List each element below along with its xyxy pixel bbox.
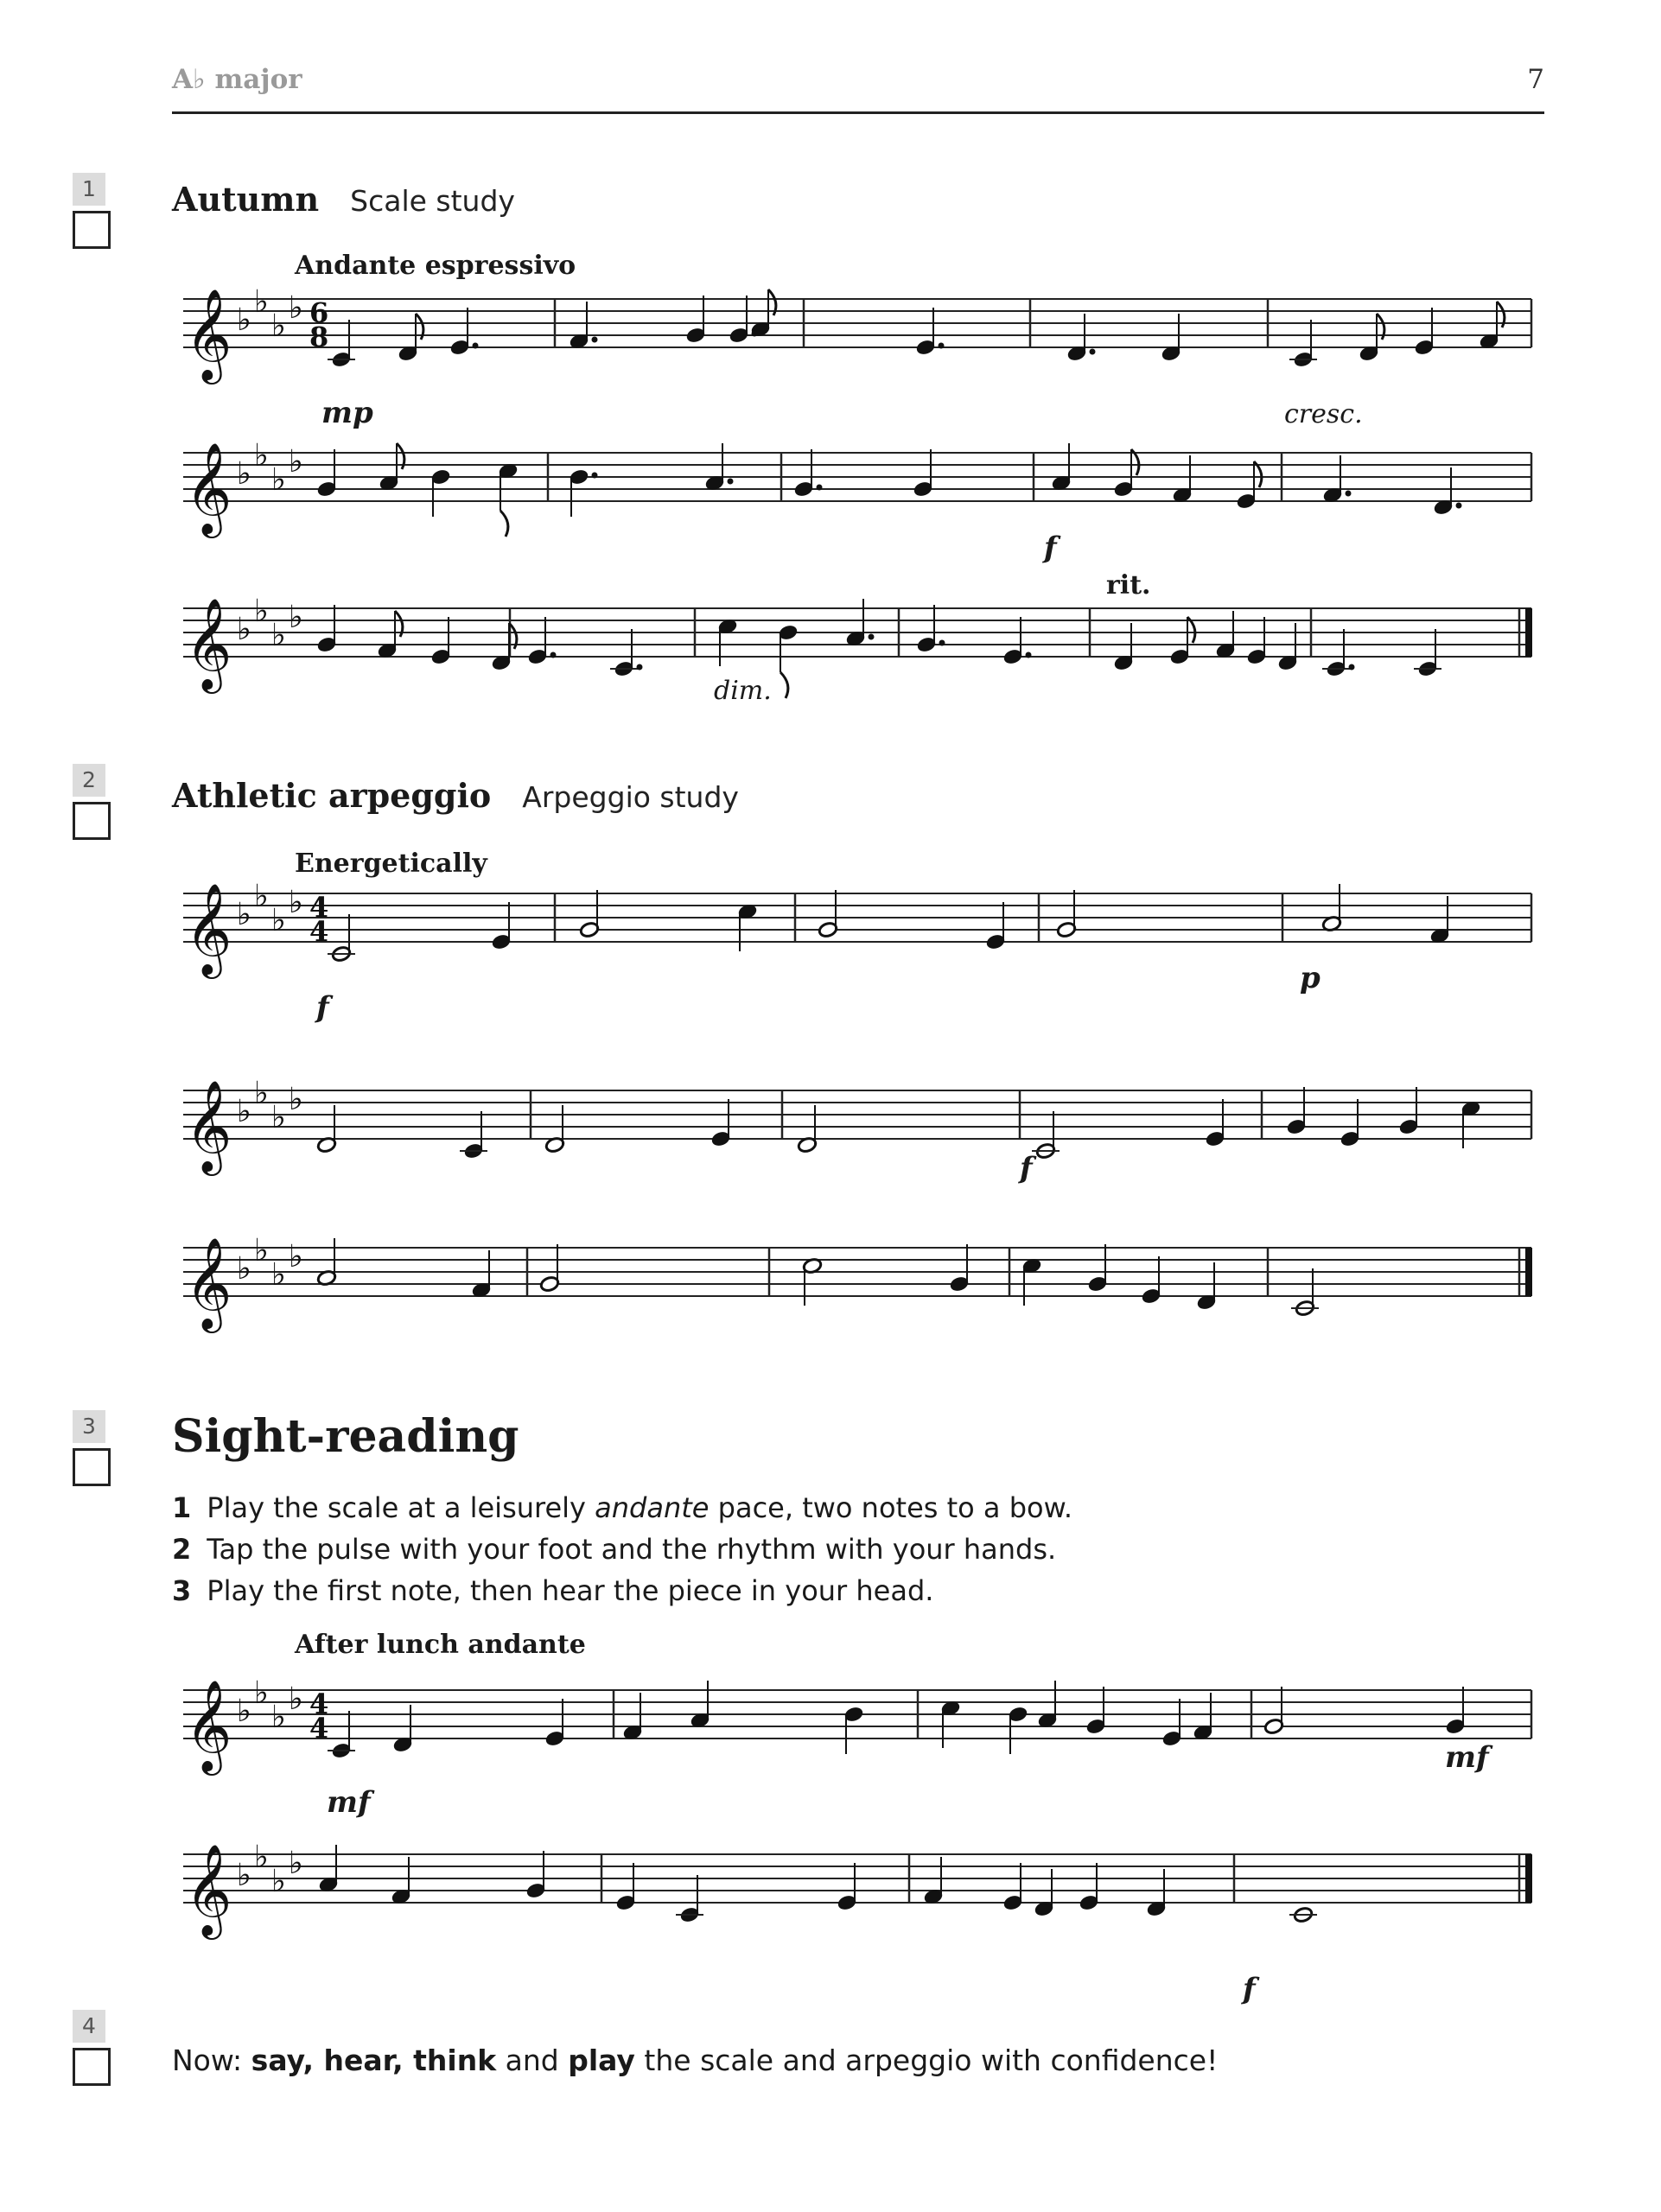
dynamic-f: f	[1020, 1151, 1033, 1185]
flat-icon: ♭	[254, 1675, 269, 1711]
flat-icon: ♭	[289, 1681, 303, 1717]
closing-instruction: Now: say, hear, think and play the scale and arpeggio with confidence!	[172, 2044, 1219, 2077]
flat-icon: ♭	[271, 1100, 286, 1135]
flat-icon: ♭	[271, 1700, 286, 1735]
instruction-number: 3	[172, 1574, 192, 1607]
treble-clef-icon: 𝄞	[185, 1236, 232, 1329]
instruction-2: 2 Tap the pulse with your foot and the rhythm with your hands.	[172, 1533, 1057, 1566]
instruction-number: 2	[172, 1533, 192, 1566]
piece-subtitle: Scale study	[350, 184, 515, 218]
flat-icon: ♭	[254, 1076, 269, 1111]
flat-icon: ♭	[289, 885, 303, 920]
tempo-marking-3: After lunch andante	[295, 1630, 586, 1660]
flat-icon: ♭	[271, 308, 286, 344]
flat-icon: ♭	[271, 462, 286, 498]
piece-subtitle: Arpeggio study	[522, 780, 739, 814]
treble-clef-icon: 𝄞	[185, 288, 232, 380]
instruction-1: 1 Play the scale at a leisurely andante pace, two notes to a bow.	[172, 1491, 1072, 1524]
piece-name: Athletic arpeggio	[172, 776, 492, 815]
time-signature-digit: 4	[309, 891, 329, 924]
flat-icon: ♭	[254, 438, 269, 474]
instruction-3: 3 Play the first note, then hear the piece in your head.	[172, 1574, 934, 1607]
flat-icon: ♭	[289, 600, 303, 635]
flat-icon: ♭	[271, 618, 286, 653]
time-signature-digit: 4	[309, 1688, 329, 1720]
treble-clef-icon: 𝄞	[185, 1079, 232, 1172]
flat-icon: ♭	[237, 1694, 251, 1729]
section-number-2: 2	[73, 764, 105, 797]
expression-cresc: cresc.	[1284, 399, 1363, 429]
time-signature-digit: 4	[309, 1712, 329, 1745]
tempo-marking-2: Energetically	[295, 849, 487, 879]
section-number-3: 3	[73, 1410, 105, 1443]
flat-icon: ♭	[237, 1094, 251, 1129]
piece-name: Autumn	[172, 180, 320, 219]
flat-icon: ♭	[271, 1864, 286, 1899]
flat-icon: ♭	[271, 903, 286, 938]
rit-marking: rit.	[1106, 570, 1151, 601]
dynamic-mp: mp	[321, 396, 373, 430]
sight-reading-heading: Sight-reading	[172, 1410, 519, 1463]
flat-icon: ♭	[237, 1251, 251, 1287]
treble-clef-icon: 𝄞	[185, 1679, 232, 1771]
treble-clef-icon: 𝄞	[185, 1843, 232, 1936]
tempo-marking-1: Andante espressivo	[295, 251, 576, 281]
final-barline-thick	[1525, 1854, 1532, 1903]
dynamic-f: f	[316, 990, 329, 1025]
time-signature-digit: 8	[309, 321, 329, 353]
flat-icon: ♭	[289, 444, 303, 480]
dynamic-p: p	[1300, 961, 1321, 995]
section-number-4: 4	[73, 2010, 105, 2043]
flat-icon: ♭	[237, 897, 251, 932]
flat-icon: ♭	[289, 1846, 303, 1881]
flat-icon: ♭	[254, 1840, 269, 1875]
flat-icon: ♭	[289, 1082, 303, 1117]
dynamic-f: f	[1243, 1972, 1256, 2006]
flat-icon: ♭	[254, 594, 269, 629]
flat-icon: ♭	[289, 1239, 303, 1274]
time-signature-digit: 4	[309, 915, 329, 948]
section-number-1: 1	[73, 173, 105, 206]
time-signature-digit: 6	[309, 296, 329, 329]
flat-icon: ♭	[237, 302, 251, 338]
flat-icon: ♭	[254, 879, 269, 914]
flat-icon: ♭	[254, 1233, 269, 1268]
instruction-number: 1	[172, 1491, 192, 1524]
dynamic-mf: mf	[327, 1785, 371, 1820]
treble-clef-icon: 𝄞	[185, 882, 232, 975]
key-heading: A♭ major	[172, 64, 302, 95]
dynamic-f: f	[1044, 531, 1057, 565]
treble-clef-icon: 𝄞	[185, 442, 232, 534]
treble-clef-icon: 𝄞	[185, 597, 232, 690]
page-number: 7	[1527, 64, 1544, 95]
dynamic-mf: mf	[1445, 1740, 1489, 1775]
flat-icon: ♭	[237, 612, 251, 647]
flat-icon: ♭	[237, 1858, 251, 1893]
flat-icon: ♭	[254, 284, 269, 320]
flat-icon: ♭	[289, 290, 303, 326]
flat-icon: ♭	[237, 456, 251, 492]
flat-icon: ♭	[271, 1257, 286, 1293]
expression-dim: dim.	[714, 676, 772, 706]
